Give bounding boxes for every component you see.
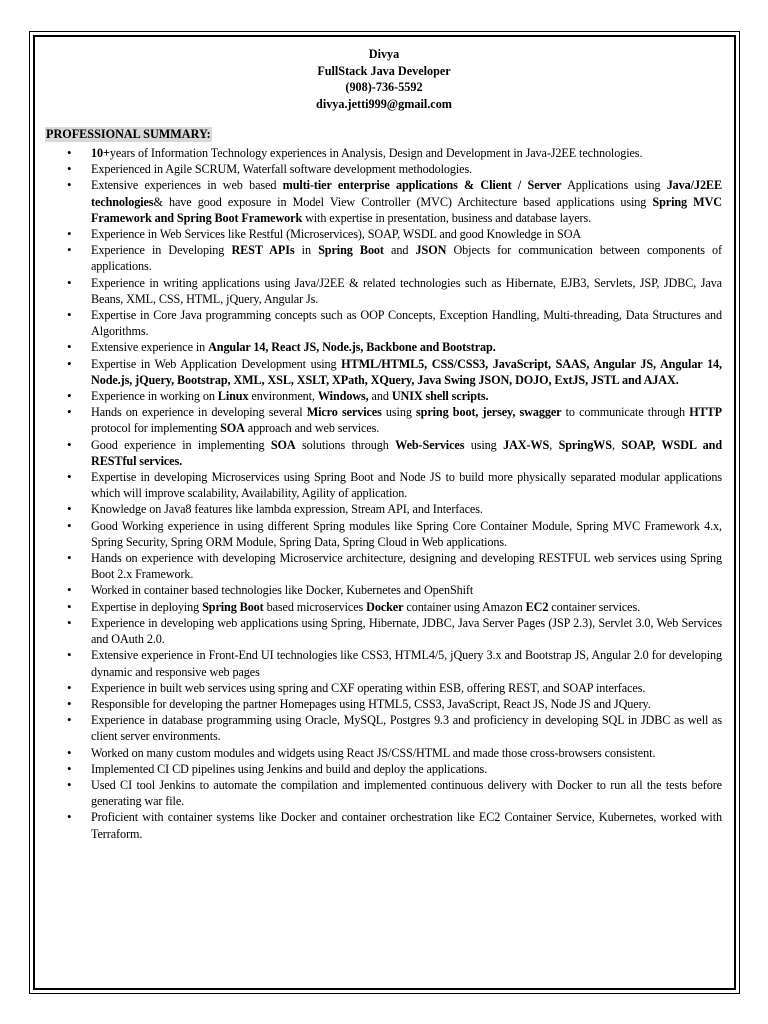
summary-bullet: • Extensive experience in Front-End UI technologies like CSS3, HTML4/5, jQuery 3.x and Bootstrap JS, Angular 2.0 for developing dynamic and responsive web pages bbox=[67, 647, 722, 679]
candidate-email: divya.jetti999@gmail.com bbox=[316, 96, 452, 111]
bold-keyword: EC2 bbox=[525, 599, 549, 614]
summary-bullet: • Extensive experience in Angular 14, React JS, Node.js, Backbone and Bootstrap. bbox=[67, 339, 722, 355]
bold-keyword: HTTP bbox=[689, 405, 722, 420]
bold-keyword: UNIX shell scripts. bbox=[391, 389, 489, 404]
bold-keyword: Web-Services bbox=[395, 437, 465, 452]
bold-keyword: Linux bbox=[217, 389, 249, 404]
bold-keyword: SOAP, WSDL and RESTful services. bbox=[91, 437, 722, 468]
summary-bullet: • Experienced in Agile SCRUM, Waterfall software development methodologies. bbox=[67, 161, 722, 177]
bold-keyword: Spring MVC Framework and Spring Boot Framework bbox=[91, 194, 722, 225]
candidate-phone: (908)-736-5592 bbox=[345, 80, 423, 94]
summary-bullet: • 10+years of Information Technology experiences in Analysis, Design and Development in Java-J2EE technologies. bbox=[67, 145, 722, 161]
summary-bullet: • Worked in container based technologies like Docker, Kubernetes and OpenShift bbox=[67, 582, 722, 598]
summary-bullet: • Experience in Developing REST APIs in Spring Boot and JSON Objects for communication between components of applications. bbox=[67, 242, 722, 274]
section-title-professional-summary: PROFESSIONAL SUMMARY: bbox=[46, 127, 211, 141]
bold-keyword: SpringWS bbox=[558, 437, 612, 452]
bold-keyword: Angular 14, React JS, Node.js, Backbone and Bootstrap. bbox=[208, 340, 496, 355]
bold-keyword: Spring Boot bbox=[202, 599, 264, 614]
bold-keyword: 10+ bbox=[91, 146, 110, 160]
summary-bullet: • Extensive experiences in web based multi-tier enterprise applications & Client / Server Applications using Java/J2EE technologies& have good exposure in Model View Controller (MVC) Architecture based applications using Spring MVC Framework and Spring Boot Framework with expertise in presentation, business and database layers. bbox=[67, 177, 722, 226]
bold-keyword: spring boot, jersey, swagger bbox=[416, 405, 562, 420]
candidate-title: FullStack Java Developer bbox=[317, 63, 451, 78]
bold-keyword: JAX-WS bbox=[503, 437, 550, 452]
summary-bullet: • Knowledge on Java8 features like lambda expression, Stream API, and Interfaces. bbox=[67, 501, 722, 517]
summary-bullet: • Experience in database programming using Oracle, MySQL, Postgres 9.3 and proficiency in developing SQL in JDBC as well as client server environments. bbox=[67, 712, 722, 744]
resume-header bbox=[0, 46, 768, 112]
bold-keyword: Micro services bbox=[306, 405, 382, 420]
summary-bullet: • Experience in Web Services like Restful (Microservices), SOAP, WSDL and good Knowledge in SOA bbox=[67, 226, 722, 242]
summary-bullet: • Good Working experience in using different Spring modules like Spring Core Container Module, Spring MVC Framework 4.x, Spring Security, Spring ORM Module, Spring Data, Spring Cloud in Web applications. bbox=[67, 518, 722, 550]
bold-keyword: SOA bbox=[270, 437, 296, 452]
summary-bullet: • Responsible for developing the partner Homepages using HTML5, CSS3, JavaScript, React JS, Node JS and JQuery. bbox=[67, 696, 722, 712]
summary-bullet: • Experience in writing applications using Java/J2EE & related technologies such as Hibernate, EJB3, Servlets, JSP, JDBC, Java Beans, XML, CSS, HTML, jQuery, Angular Js. bbox=[67, 275, 722, 307]
summary-bullet: • Experience in built web services using spring and CXF operating within ESB, offering REST, and SOAP interfaces. bbox=[67, 680, 722, 696]
summary-bullet: • Implemented CI CD pipelines using Jenkins and build and deploy the applications. bbox=[67, 761, 722, 777]
bold-keyword: Java/J2EE technologies bbox=[91, 178, 722, 209]
bold-keyword: multi-tier enterprise applications & Client / Server bbox=[282, 178, 562, 193]
bold-keyword: REST APIs bbox=[231, 243, 295, 258]
summary-bullet: • Used CI tool Jenkins to automate the compilation and implemented continuous delivery with Docker to run all the tests before generating war file. bbox=[67, 777, 722, 809]
summary-bullet-list bbox=[67, 145, 722, 842]
summary-bullet: • Expertise in Web Application Development using HTML/HTML5, CSS/CSS3, JavaScript, SAAS, Angular JS, Angular 14, Node.js, jQuery, Bootstrap, XML, XSL, XSLT, XPath, XQuery, Java Swing JSON, DOJO, ExtJS, JSTL and AJAX. bbox=[67, 356, 722, 388]
summary-bullet: • Good experience in implementing SOA solutions through Web-Services using JAX-WS, SpringWS, SOAP, WSDL and RESTful services. bbox=[67, 437, 722, 469]
summary-bullet: • Proficient with container systems like Docker and container orchestration like EC2 Container Service, Kubernetes, worked with Terraform. bbox=[67, 809, 722, 841]
bold-keyword: SOA bbox=[220, 421, 245, 436]
bold-keyword: JSON bbox=[415, 243, 447, 258]
bold-keyword: Docker bbox=[366, 599, 404, 614]
bold-keyword: Spring Boot bbox=[318, 243, 384, 258]
summary-bullet: • Experience in developing web applications using Spring, Hibernate, JDBC, Java Server Pages (JSP 2.3), Servlet 3.0, Web Services and OAuth 2.0. bbox=[67, 615, 722, 647]
summary-bullet: • Hands on experience with developing Microservice architecture, designing and developing RESTFUL web services using Spring Boot 2.x Framework. bbox=[67, 550, 722, 582]
summary-bullet: • Experience in working on Linux environment, Windows, and UNIX shell scripts. bbox=[67, 388, 722, 404]
summary-bullet: • Expertise in deploying Spring Boot based microservices Docker container using Amazon EC2 container services. bbox=[67, 599, 722, 615]
summary-bullet: • Hands on experience in developing several Micro services using spring boot, jersey, swagger to communicate through HTTP protocol for implementing SOA approach and web services. bbox=[67, 404, 722, 436]
bold-keyword: HTML/HTML5, CSS/CSS3, JavaScript, SAAS, Angular JS, Angular 14, Node.js, jQuery, Bootstrap, XML, XSL, XSLT, XPath, XQuery, Java Swing JSON, DOJO, ExtJS, JSTL and AJAX. bbox=[91, 356, 723, 387]
summary-bullet: • Expertise in Core Java programming concepts such as OOP Concepts, Exception Handling, Multi-threading, Data Structures and Algorithms. bbox=[67, 307, 722, 339]
candidate-name: Divya bbox=[368, 47, 400, 61]
bold-keyword: Windows, bbox=[317, 389, 369, 404]
summary-bullet: • Worked on many custom modules and widgets using React JS/CSS/HTML and made those cross-browsers consistent. bbox=[67, 745, 722, 761]
summary-bullet: • Expertise in developing Microservices using Spring Boot and Node JS to build more physically separated modular applications which will improve scalability, Availability, Agility of application. bbox=[67, 469, 722, 501]
